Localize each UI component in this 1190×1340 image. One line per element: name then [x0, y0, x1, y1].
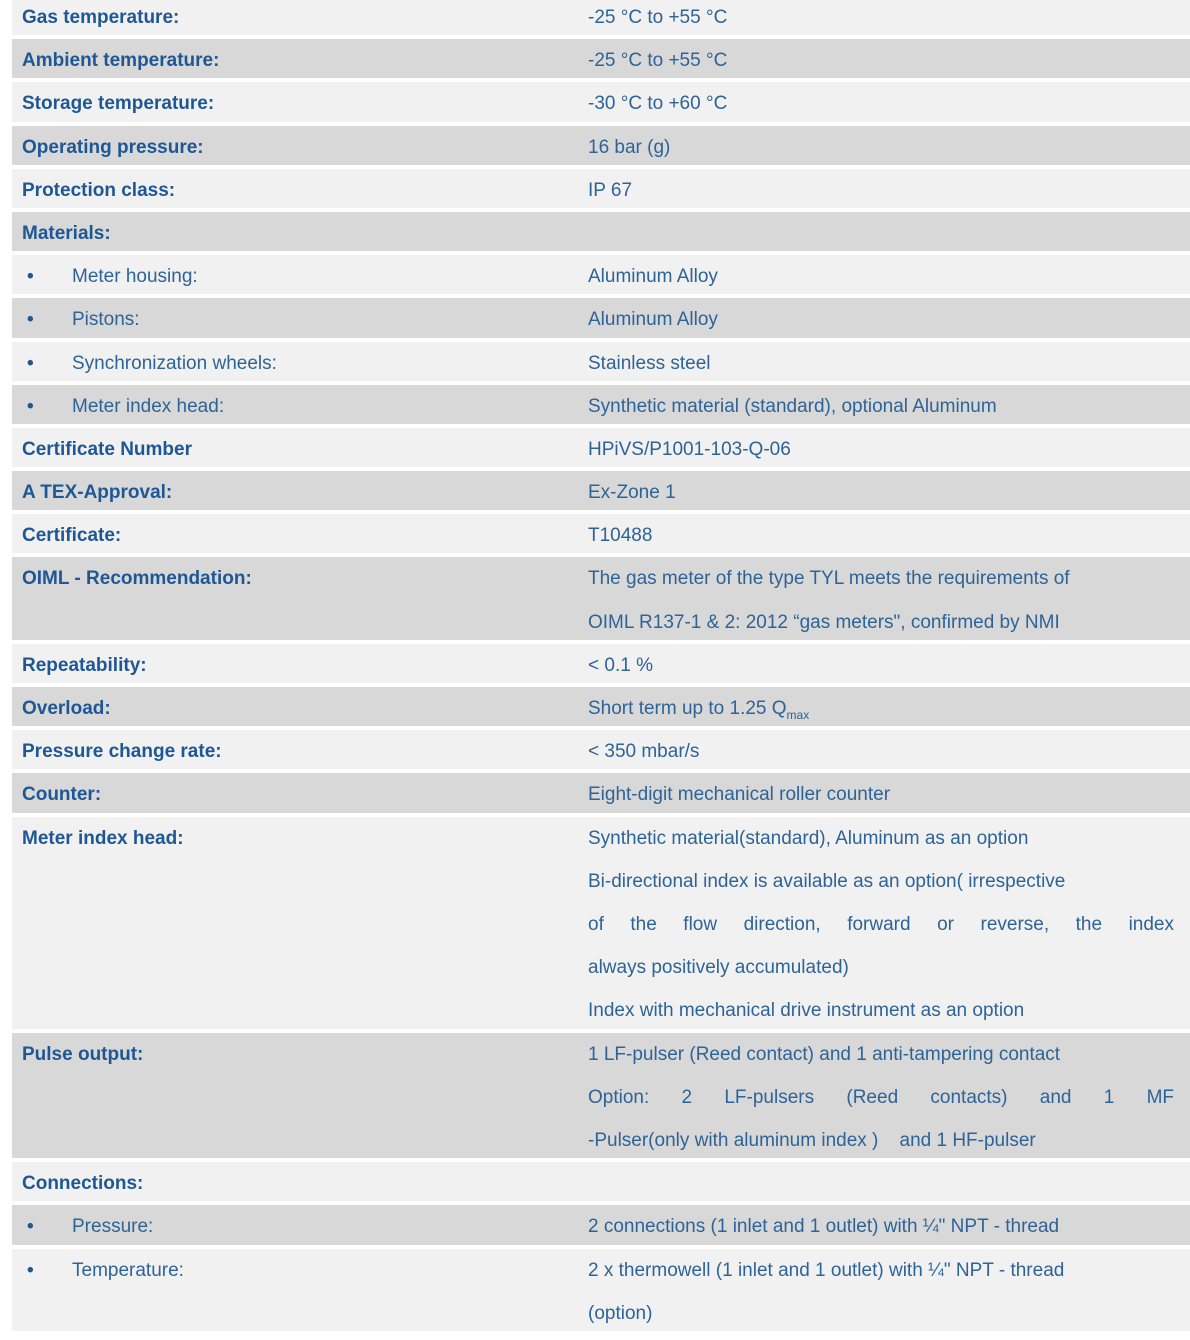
spec-value-line — [588, 82, 1174, 125]
bullet-icon: • — [27, 352, 34, 374]
spec-row — [12, 428, 1190, 467]
spec-label: OIML - Recommendation: — [22, 568, 252, 590]
spec-value-text: Short term up to 1.25 Q — [588, 698, 787, 720]
spec-value-text: (option) — [588, 1302, 653, 1324]
spec-value-line — [588, 39, 1174, 82]
spec-value-line — [588, 730, 1174, 773]
spec-row — [12, 169, 1190, 208]
spec-value-line — [588, 1119, 1174, 1162]
spec-value-line — [588, 1249, 1174, 1292]
spec-label-cell — [12, 255, 588, 294]
bullet-icon: • — [27, 266, 34, 288]
spec-value-text: The gas meter of the type TYL meets the requirements of — [588, 568, 1070, 590]
spec-value-text: Option: 2 LF-pulsers (Reed contacts) and 1 MF — [588, 1086, 1174, 1108]
spec-value-line — [588, 471, 1174, 514]
spec-value-cell — [588, 687, 1190, 726]
spec-value-line — [588, 169, 1174, 212]
spec-label-cell — [12, 428, 588, 467]
spec-value-line — [588, 385, 1174, 428]
spec-value-cell — [588, 471, 1190, 510]
spec-value-text: -25 °C to +55 °C — [588, 7, 728, 28]
spec-value-text: 2 x thermowell (1 inlet and 1 outlet) with ¼" NPT - thread — [588, 1259, 1065, 1281]
spec-value-line — [588, 601, 1174, 644]
spec-value-line — [588, 298, 1174, 341]
spec-row — [12, 1249, 1190, 1331]
spec-value-cell — [588, 169, 1190, 208]
spec-value-text: T10488 — [588, 525, 653, 547]
spec-label: Ambient temperature: — [22, 50, 220, 72]
spec-value-cell — [588, 82, 1190, 121]
spec-row — [12, 471, 1190, 510]
spec-table — [12, 0, 1190, 1331]
spec-value-text: 2 connections (1 inlet and 1 outlet) with ¼" NPT - thread — [588, 1216, 1060, 1238]
spec-label: Operating pressure: — [22, 136, 204, 158]
spec-value-text: Ex-Zone 1 — [588, 482, 676, 504]
spec-value-text: -30 °C to +60 °C — [588, 93, 728, 115]
spec-value-text: 1 LF-pulser (Reed contact) and 1 anti-tampering contact — [588, 1043, 1061, 1065]
spec-label-cell — [12, 385, 588, 424]
spec-value-line — [588, 1076, 1174, 1119]
spec-label-cell — [12, 557, 588, 639]
spec-value-text: Bi-directional index is available as an option( irrespective — [588, 870, 1066, 892]
spec-label-cell — [12, 817, 588, 1029]
spec-value-cell — [588, 342, 1190, 381]
spec-row — [12, 773, 1190, 812]
spec-value-text: 16 bar (g) — [588, 136, 671, 158]
spec-label-cell — [12, 1205, 588, 1244]
spec-label: Certificate: — [22, 525, 122, 547]
spec-label: Overload: — [22, 698, 111, 720]
spec-value-text: Aluminum Alloy — [588, 309, 718, 331]
spec-value-text: -Pulser(only with aluminum index ) and 1 HF-pulser — [588, 1129, 1036, 1151]
spec-value-text: HPiVS/P1001-103-Q-06 — [588, 438, 791, 460]
spec-value-line — [588, 126, 1174, 169]
spec-label-cell — [12, 39, 588, 78]
subscript-text: max — [786, 707, 810, 722]
spec-label-cell — [12, 773, 588, 812]
spec-label: Pistons: — [72, 309, 140, 331]
spec-value-line — [588, 1205, 1174, 1248]
spec-label-cell — [12, 644, 588, 683]
spec-row — [12, 644, 1190, 683]
spec-value-line — [588, 860, 1174, 903]
spec-value-text: Index with mechanical drive instrument as an option — [588, 1000, 1025, 1022]
spec-value-cell — [588, 1033, 1190, 1159]
spec-label-cell — [12, 82, 588, 121]
spec-value-line — [588, 428, 1174, 471]
spec-value-line — [588, 773, 1174, 816]
bullet-icon: • — [27, 309, 34, 331]
spec-label: Pressure: — [72, 1216, 154, 1238]
spec-value-cell — [588, 39, 1190, 78]
spec-value-line — [588, 903, 1174, 946]
spec-row — [12, 385, 1190, 424]
spec-label: Certificate Number — [22, 438, 192, 460]
spec-label: Temperature: — [72, 1259, 184, 1281]
spec-value-cell — [588, 773, 1190, 812]
spec-row — [12, 1205, 1190, 1244]
spec-row — [12, 39, 1190, 78]
spec-value-line — [588, 342, 1174, 385]
spec-label-cell — [12, 126, 588, 165]
spec-value-cell — [588, 514, 1190, 553]
spec-row — [12, 687, 1190, 726]
spec-value-line — [588, 946, 1174, 989]
bullet-icon: • — [27, 1216, 34, 1238]
spec-label-cell — [12, 730, 588, 769]
spec-label: Synchronization wheels: — [72, 352, 277, 374]
spec-value-cell — [588, 1249, 1190, 1331]
spec-label: Materials: — [22, 222, 111, 244]
spec-value-text: Stainless steel — [588, 352, 711, 374]
spec-label: Repeatability: — [22, 654, 147, 676]
spec-value-line — [588, 644, 1174, 687]
spec-value-line — [588, 255, 1174, 298]
section-header — [12, 212, 1190, 251]
spec-value-cell — [588, 817, 1190, 1029]
spec-value-line — [588, 687, 1174, 730]
spec-value-text: Synthetic material(standard), Aluminum as an option — [588, 827, 1029, 849]
spec-value-cell — [588, 298, 1190, 337]
spec-row — [12, 817, 1190, 1029]
spec-value-cell — [588, 255, 1190, 294]
spec-label: Gas temperature: — [22, 7, 180, 28]
spec-value-line — [588, 0, 1174, 39]
spec-value-text: Eight-digit mechanical roller counter — [588, 784, 891, 806]
spec-label-cell — [12, 514, 588, 553]
spec-value-cell — [588, 0, 1190, 35]
spec-value-text: < 0.1 % — [588, 654, 653, 676]
spec-value-text: of the flow direction, forward or reverse, the index — [588, 913, 1174, 935]
spec-row — [12, 126, 1190, 165]
spec-label: Connections: — [22, 1173, 144, 1195]
spec-value-text: Synthetic material (standard), optional Aluminum — [588, 395, 997, 417]
spec-row — [12, 730, 1190, 769]
spec-row — [12, 0, 1190, 35]
spec-label: Meter index head: — [72, 395, 225, 417]
spec-value-text: -25 °C to +55 °C — [588, 50, 728, 72]
spec-label-cell — [12, 687, 588, 726]
spec-row — [12, 342, 1190, 381]
spec-row — [12, 1033, 1190, 1159]
spec-label: Storage temperature: — [22, 93, 215, 115]
spec-label: A TEX-Approval: — [22, 482, 173, 504]
spec-label-cell — [12, 471, 588, 510]
spec-label: Protection class: — [22, 179, 176, 201]
spec-row — [12, 1162, 1190, 1201]
spec-label-cell — [12, 169, 588, 208]
spec-row — [12, 298, 1190, 337]
bullet-icon: • — [27, 395, 34, 417]
spec-value-text: IP 67 — [588, 179, 633, 201]
spec-value-line — [588, 989, 1174, 1032]
spec-label: Pulse output: — [22, 1043, 144, 1065]
spec-label-cell — [12, 1249, 588, 1331]
spec-value-cell — [588, 428, 1190, 467]
spec-row — [12, 212, 1190, 251]
spec-row — [12, 255, 1190, 294]
bullet-icon: • — [27, 1259, 34, 1281]
spec-value-line — [588, 1033, 1174, 1076]
spec-value-text: Aluminum Alloy — [588, 266, 718, 288]
spec-label-cell — [12, 298, 588, 337]
spec-value-cell — [588, 1205, 1190, 1244]
spec-value-line — [588, 817, 1174, 860]
spec-value-line — [588, 514, 1174, 557]
spec-value-cell — [588, 730, 1190, 769]
spec-label-cell — [12, 1033, 588, 1159]
spec-label-cell — [12, 342, 588, 381]
spec-label: Meter index head: — [22, 827, 184, 849]
spec-label: Pressure change rate: — [22, 741, 222, 763]
spec-value-text: OIML R137-1 & 2: 2012 “gas meters", confirmed by NMI — [588, 611, 1060, 633]
spec-value-text: always positively accumulated) — [588, 957, 849, 979]
section-header — [12, 1162, 1190, 1201]
spec-value-text: < 350 mbar/s — [588, 741, 700, 763]
spec-value-line — [588, 557, 1174, 600]
spec-label-cell — [12, 0, 588, 35]
spec-label: Counter: — [22, 784, 102, 806]
spec-label: Meter housing: — [72, 266, 198, 288]
spec-value-cell — [588, 557, 1190, 639]
spec-value-line — [588, 1292, 1174, 1335]
spec-value-cell — [588, 644, 1190, 683]
spec-row — [12, 82, 1190, 121]
spec-row — [12, 514, 1190, 553]
spec-value-cell — [588, 385, 1190, 424]
spec-row — [12, 557, 1190, 639]
spec-value-cell — [588, 126, 1190, 165]
